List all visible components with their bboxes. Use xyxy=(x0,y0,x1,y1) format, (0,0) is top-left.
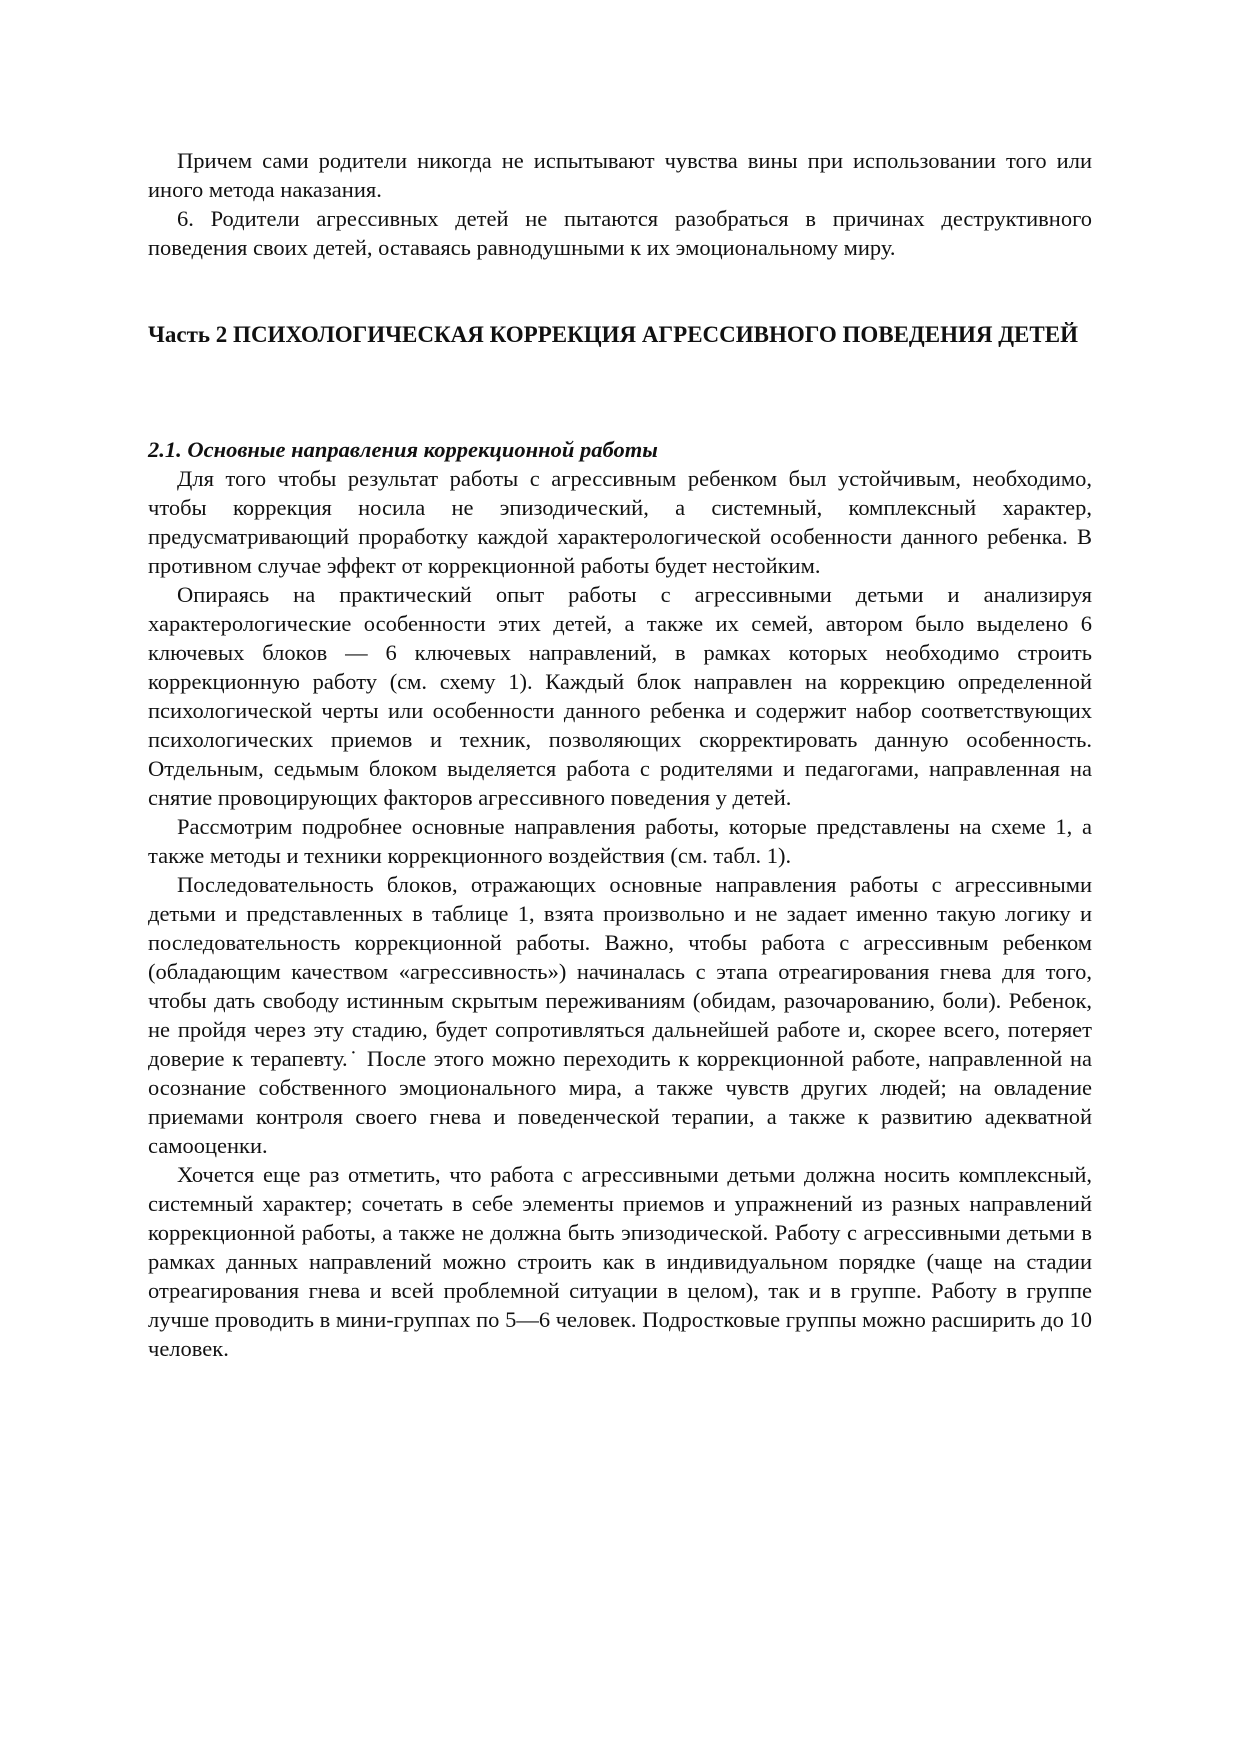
paragraph: Хочется еще раз отметить, что работа с агрессивными детьми должна носить комплексный, системный характер; сочетать в себе элементы приемов и упражнений из разных направлений коррекционной работы, а также не должна быть эпизодической. Работу с агрессивными детьми в рамках данных направлений можно строить как в индивидуальном порядке (чаще на стадии отреагирования гнева и всей проблемной ситуации в целом), так и в группе. Работу в группе лучше проводить в мини-группах по 5—6 человек. Подростковые группы можно расширить до 10 человек. xyxy=(148,1162,1092,1361)
paragraph: Последовательность блоков, отражающих основные направления работы с агрессивными детьми и представленных в таблице 1, взята произвольно и не задает именно такую логику и последовательность коррекционной работы. Важно, чтобы работа с агрессивным ребенком (обладающим качеством «агрессивность») начиналась с этапа отреагирования гнева для того, чтобы дать свободу истинным скрытым переживаниям (обидам, разочарованию, боли). Ребенок, не пройдя через эту стадию, будет сопротивляться дальнейшей работе и, скорее всего, потеряет доверие к терапевту.˙ После этого можно переходить к коррекционной работе, направленной на осознание собственного эмоционального мира, а также чувств других людей; на овладение приемами контроля своего гнева и поведенческой терапии, а также к развитию адекватной самооценки. xyxy=(148,872,1092,1158)
paragraph: Рассмотрим подробнее основные направления работы, которые представлены на схеме 1, а также методы и техники коррекционного воздействия (см. табл. 1). xyxy=(148,814,1092,868)
paragraph: Опираясь на практический опыт работы с агрессивными детьми и анализируя характерологические особенности этих детей, а также их семей, автором было выделено 6 ключевых блоков — 6 ключевых направлений, в рамках которых необходимо строить коррекционную работу (см. схему 1). Каждый блок направлен на коррекцию определенной психологической черты или особенности данного ребенка и содержит набор соответствующих психологических приемов и техник, позволяющих скорректировать данную особенность. Отдельным, седьмым блоком выделяется работа с родителями и педагогами, направленная на снятие провоцирующих факторов агрессивного поведения у детей. xyxy=(148,582,1092,810)
part-heading: Часть 2 ПСИХОЛОГИЧЕСКАЯ КОРРЕКЦИЯ АГРЕССИВНОГО ПОВЕДЕНИЯ ДЕТЕЙ xyxy=(148,322,1078,347)
document-page xyxy=(148,146,1092,1363)
paragraph: Для того чтобы результат работы с агрессивным ребенком был устойчивым, необходимо, чтобы коррекция носила не эпизодический, а системный, комплексный характер, предусматривающий проработку каждой характерологической особенности данного ребенка. В противном случае эффект от коррекционной работы будет нестойким. xyxy=(148,466,1092,578)
paragraph: Причем сами родители никогда не испытывают чувства вины при использовании того или иного метода наказания. xyxy=(148,148,1092,202)
paragraph: 6. Родители агрессивных детей не пытаются разобраться в причинах деструктивного поведения своих детей, оставаясь равнодушными к их эмоциональному миру. xyxy=(148,206,1092,260)
section-heading: 2.1. Основные направления коррекционной работы xyxy=(148,437,658,462)
